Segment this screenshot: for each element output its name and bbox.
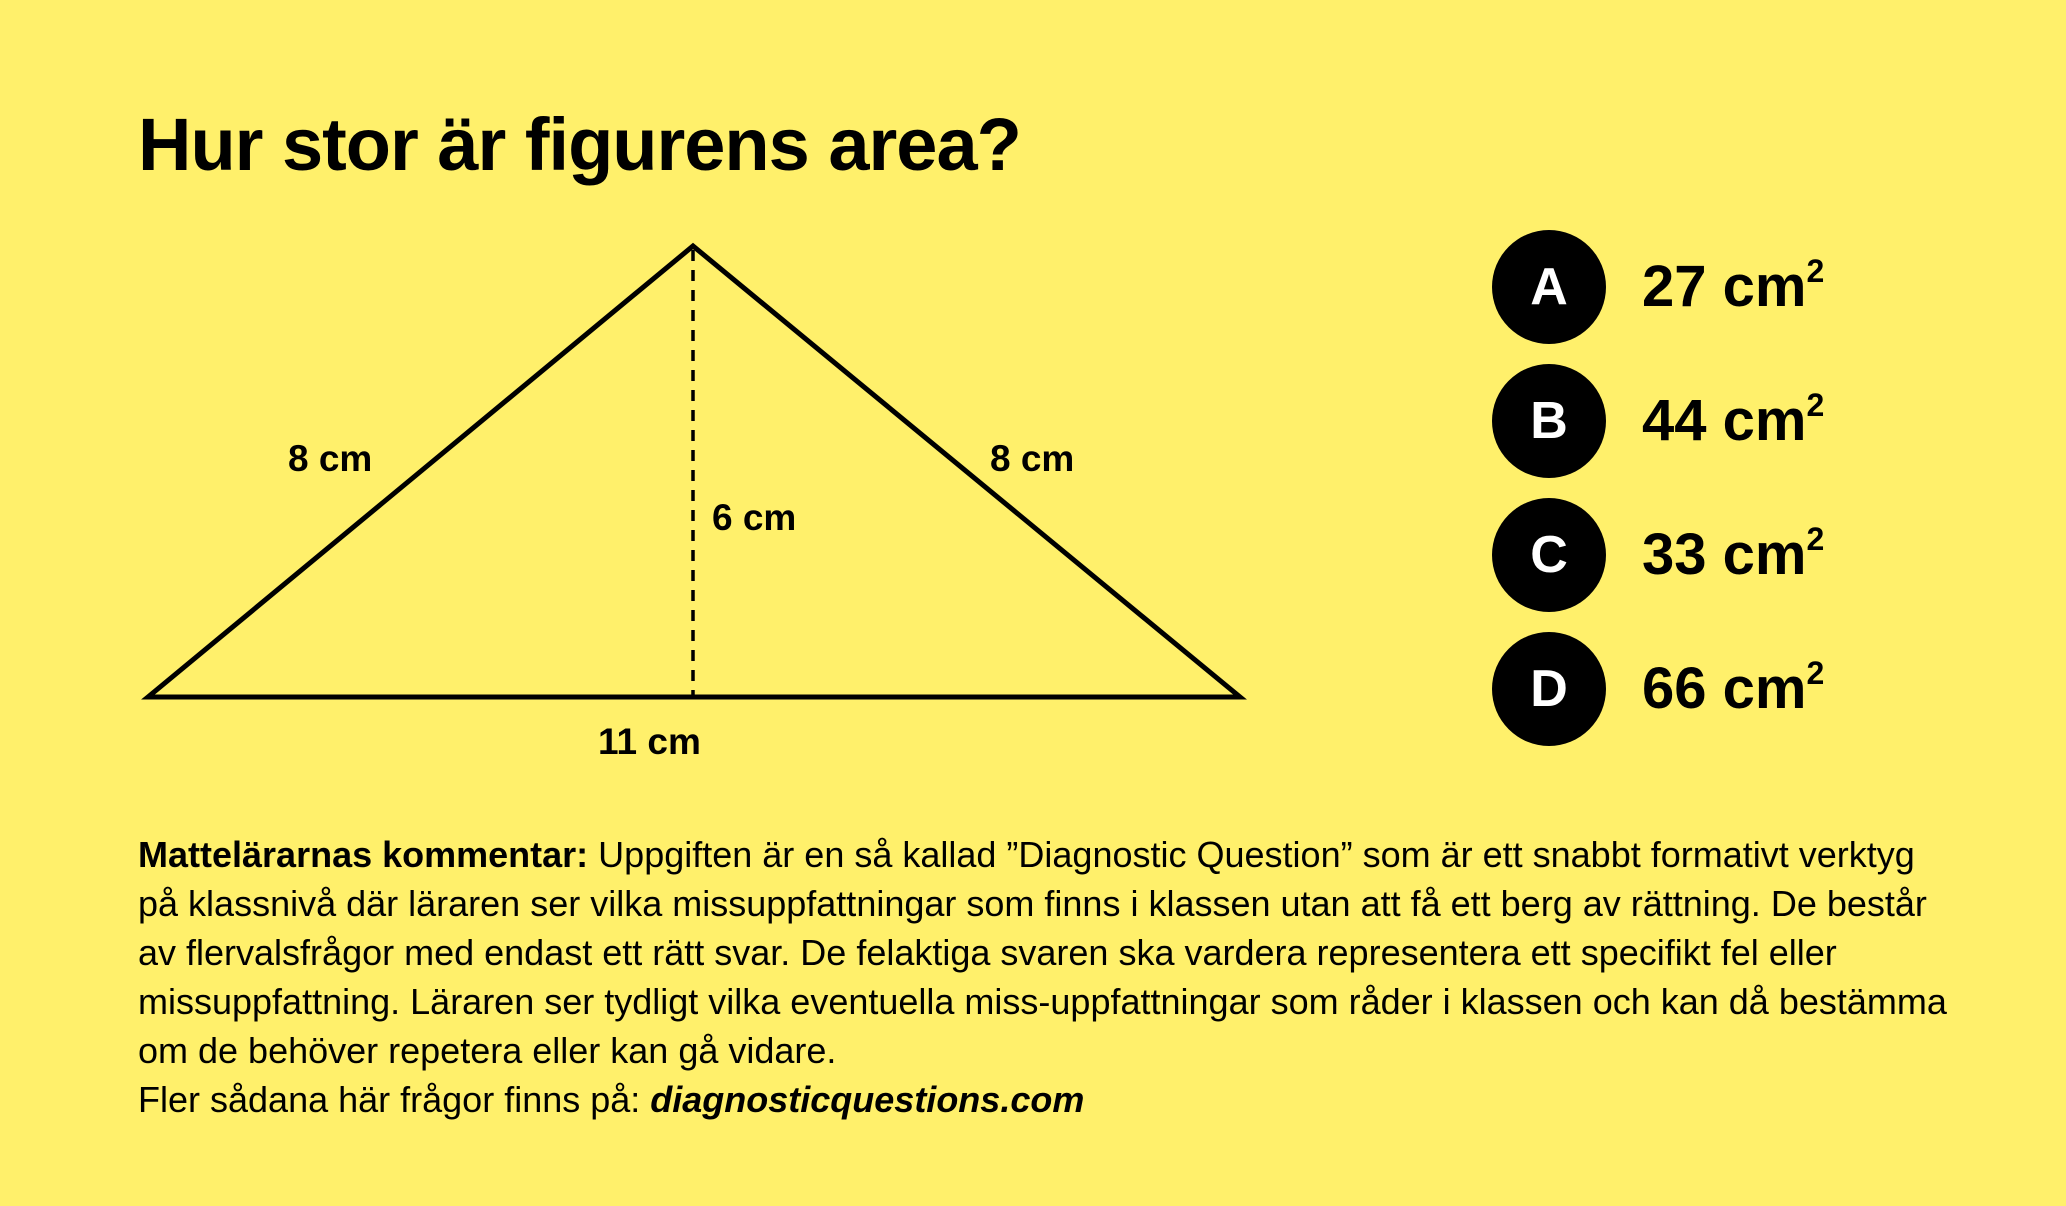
option-unit (1723, 656, 1825, 721)
teacher-comment (138, 830, 1958, 1124)
option-letter-badge: D (1492, 632, 1606, 746)
option-value (1642, 387, 1825, 453)
comment-lead: Mattelärarnas kommentar: (138, 834, 589, 875)
option-value (1642, 253, 1825, 319)
unit-text: cm (1722, 388, 1807, 453)
option-unit (1723, 522, 1825, 587)
unit-text: cm (1722, 522, 1807, 587)
option-value (1642, 655, 1825, 721)
unit-exponent: 2 (1806, 387, 1825, 423)
unit-text: cm (1722, 254, 1807, 319)
diagnostic-questions-link[interactable]: diagnosticquestions.com (650, 1079, 1085, 1120)
unit-exponent: 2 (1806, 253, 1825, 289)
unit-text: cm (1722, 656, 1807, 721)
option-unit (1723, 254, 1825, 319)
option-unit (1723, 388, 1825, 453)
option-letter-badge: C (1492, 498, 1606, 612)
base-label: 11 cm (598, 721, 701, 762)
unit-exponent: 2 (1806, 655, 1825, 691)
option-number: 33 (1642, 522, 1707, 587)
comment-more-prefix: Fler sådana här frågor finns på: (138, 1079, 651, 1120)
height-label: 6 cm (712, 497, 797, 538)
option-value (1642, 521, 1825, 587)
option-letter-badge: A (1492, 230, 1606, 344)
option-number: 66 (1642, 656, 1707, 721)
question-title: Hur stor är figurens area? (138, 103, 1021, 186)
right-side-label: 8 cm (990, 438, 1075, 479)
unit-exponent: 2 (1806, 521, 1825, 557)
option-letter-badge: B (1492, 364, 1606, 478)
left-side-label: 8 cm (288, 438, 373, 479)
option-number: 44 (1642, 388, 1707, 453)
option-number: 27 (1642, 254, 1707, 319)
comment-body: Uppgiften är en så kallad ”Diagnostic Question” som är ett snabbt formativt verktyg på klassnivå där läraren ser vilka missuppfattningar som finns i klassen utan att få ett berg av rättning. De består av flervalsfrågor med endast ett rätt svar. De felaktiga svaren ska vardera representera ett specifikt fel eller missuppfattning. Läraren ser tydligt vilka eventuella miss-uppfattningar som råder i klassen och kan då bestämma om de behöver repetera eller kan gå vidare. (138, 834, 1947, 1071)
